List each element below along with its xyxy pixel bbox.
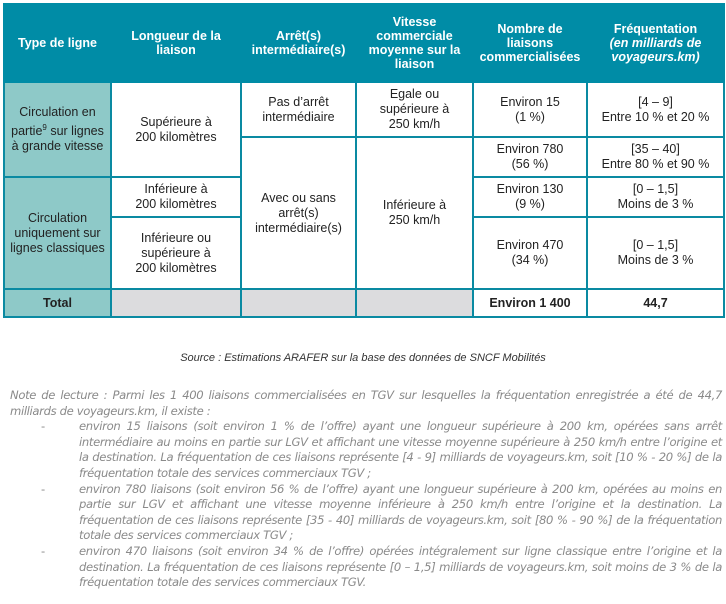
note-intro: Note de lecture : Parmi les 1 400 liaisons commercialisées en TGV sur lesquelles la fréquentation enregistrée a été de 44,7 milliards de voyageurs.km, il existe : xyxy=(10,388,722,418)
nombre-value: Environ 130 xyxy=(496,182,564,196)
note-item-text: environ 470 liaisons (soit environ 34 % de l’offre) opérées intégralement sur ligne classique entre l’origine et la destination. La fréquentation de ces liaisons représente [0 – 1,5] milliards de voyageurs.km, soit moins de 3 % de la fréquentation totale des services commerciaux TGV. xyxy=(79,543,722,590)
longueur-line: Inférieure à xyxy=(144,182,208,196)
type-classique-label: Circulation uniquement sur lignes classiques xyxy=(10,210,105,255)
total-nombre: Environ 1 400 xyxy=(473,289,587,317)
nombre-value: Environ 470 xyxy=(496,238,564,252)
vitesse-line: 250 km/h xyxy=(388,117,441,131)
nombre-pct: (9 %) xyxy=(515,197,545,211)
longueur-line: 200 kilomètres xyxy=(135,129,217,144)
longueur-cell xyxy=(111,177,241,217)
tgv-liaisons-table xyxy=(3,3,725,318)
vitesse-line: 250 km/h xyxy=(388,213,441,227)
source-prefix: Source : xyxy=(180,352,225,364)
source-caption xyxy=(0,352,726,364)
freq-range: [35 – 40] xyxy=(631,142,680,156)
reading-note xyxy=(10,388,722,591)
vitesse-cell xyxy=(356,137,473,289)
total-label: Total xyxy=(4,289,111,317)
dash-bullet: - xyxy=(41,481,45,496)
nombre-pct: (1 %) xyxy=(515,109,545,124)
note-item xyxy=(10,482,722,544)
note-item xyxy=(10,544,722,591)
longueur-line: Supérieure à xyxy=(140,114,212,129)
type-classique-cell xyxy=(4,177,111,289)
nombre-pct: (56 %) xyxy=(511,157,549,171)
longueur-line: 200 kilomètres xyxy=(135,260,217,275)
empty-cell xyxy=(356,289,473,317)
header-frequentation-label: Fréquentation xyxy=(613,22,698,36)
freq-range: [4 – 9] xyxy=(638,94,673,109)
arrets-line: arrêt(s) xyxy=(278,205,319,220)
vitesse-line: Egale ou xyxy=(389,87,440,101)
freq-range: [0 – 1,5] xyxy=(632,238,679,252)
empty-cell xyxy=(241,289,356,317)
nombre-value: Environ 780 xyxy=(496,142,564,156)
table-row xyxy=(4,82,724,137)
type-lgv-cell xyxy=(4,82,111,177)
longueur-line: Inférieure ou xyxy=(140,230,212,245)
type-lgv-label-post: sur lignes à grande vitesse xyxy=(11,124,104,154)
longueur-cell xyxy=(111,82,241,177)
table-header-row xyxy=(4,4,724,82)
note-item-text: environ 780 liaisons (soit environ 56 % de l’offre) ayant une longueur supérieure à 200 km, opérées au moins en partie sur LGV et affichant une vitesse moyenne inférieure à 250 km/h entre l’origine et la destination. La fréquentation de ces liaisons représente [35 - 40] milliards de voyageurs.km, soit [80 % - 90 %] de la fréquentation totale des services commerciaux TGV ; xyxy=(79,481,722,543)
longueur-cell xyxy=(111,217,241,289)
type-lgv-label-pre: Circulation en partie xyxy=(11,104,96,139)
frequentation-cell xyxy=(587,177,724,217)
note-item-text: environ 15 liaisons (soit environ 1 % de l’offre) ayant une longueur supérieure à 200 km, opérées sans arrêt intermédiaire au moins en partie sur LGV et affichant une vitesse moyenne supérieure à 250 km/h entre l’origine et la destination. La fréquentation de ces liaisons représente [4 - 9] milliards de voyageurs.km, soit [10 % - 20 %] de la fréquentation totale des services commerciaux TGV ; xyxy=(79,419,722,480)
arrets-line: intermédiaire(s) xyxy=(255,220,342,235)
longueur-line: supérieure à xyxy=(141,245,211,260)
nombre-cell xyxy=(473,177,587,217)
header-frequentation xyxy=(587,4,724,82)
nombre-cell xyxy=(473,82,587,137)
arrets-line: Pas d’arrêt xyxy=(268,94,329,109)
longueur-line: 200 kilomètres xyxy=(135,197,217,211)
vitesse-cell xyxy=(356,82,473,137)
freq-share: Entre 80 % et 90 % xyxy=(601,157,710,171)
header-nombre: Nombre de liaisons commercialisées xyxy=(473,4,587,82)
frequentation-cell xyxy=(587,217,724,289)
note-item xyxy=(10,419,722,481)
total-row xyxy=(4,289,724,317)
frequentation-cell xyxy=(587,82,724,137)
frequentation-cell xyxy=(587,137,724,177)
note-list xyxy=(10,419,722,591)
total-frequentation: 44,7 xyxy=(587,289,724,317)
nombre-cell xyxy=(473,137,587,177)
nombre-cell xyxy=(473,217,587,289)
vitesse-line: Inférieure à xyxy=(382,198,447,212)
header-frequentation-unit: (en milliards de voyageurs.km) xyxy=(609,36,702,64)
vitesse-line: supérieure à xyxy=(379,102,450,116)
arrets-line: intermédiaire xyxy=(262,109,335,124)
freq-share: Moins de 3 % xyxy=(617,253,694,267)
freq-share: Entre 10 % et 20 % xyxy=(601,109,710,124)
arrets-line: Avec ou sans xyxy=(261,190,336,205)
dash-bullet: - xyxy=(41,543,45,558)
arrets-cell xyxy=(241,82,356,137)
freq-range: [0 – 1,5] xyxy=(632,182,679,196)
freq-share: Moins de 3 % xyxy=(617,197,694,211)
nombre-value: Environ 15 xyxy=(500,94,560,109)
header-type-de-ligne: Type de ligne xyxy=(4,4,111,82)
header-longueur: Longueur de la liaison xyxy=(111,4,241,82)
header-arrets: Arrêt(s) intermédiaire(s) xyxy=(241,4,356,82)
source-text: Estimations ARAFER sur la base des données de SNCF Mobilités xyxy=(224,352,546,364)
header-vitesse: Vitesse commerciale moyenne sur la liaison xyxy=(356,4,473,82)
dash-bullet: - xyxy=(41,419,45,434)
footnote-marker: 9 xyxy=(42,122,47,132)
arrets-cell xyxy=(241,137,356,289)
empty-cell xyxy=(111,289,241,317)
nombre-pct: (34 %) xyxy=(511,253,549,267)
